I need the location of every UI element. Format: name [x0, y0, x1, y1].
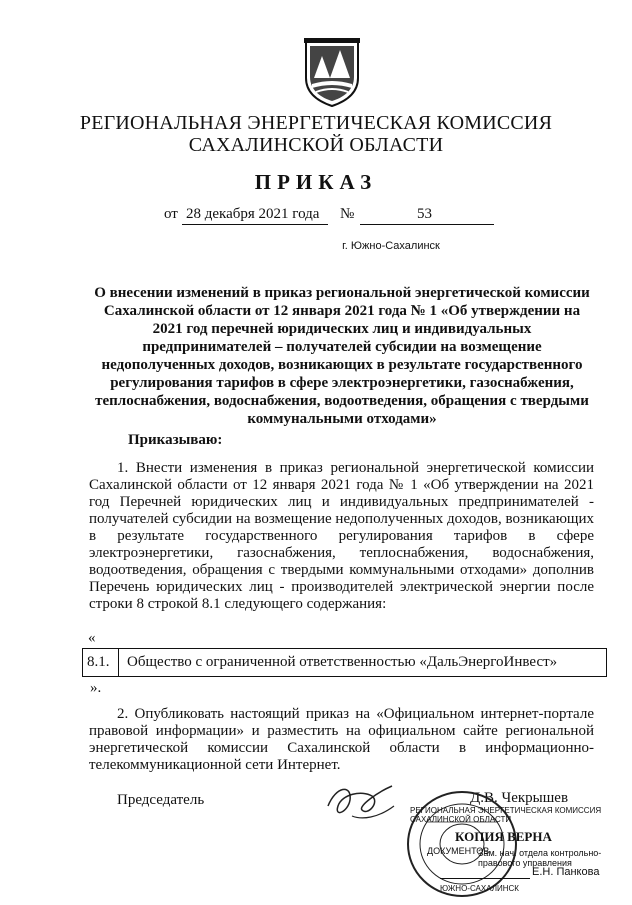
coat-of-arms-emblem — [300, 38, 364, 108]
city-name: г. Южно-Сахалинск — [342, 240, 440, 252]
org-line-1: РЕГИОНАЛЬНАЯ ЭНЕРГЕТИЧЕСКАЯ КОМИССИЯ — [79, 112, 553, 134]
paragraph-1: 1. Внести изменения в приказ региональной энергетической комиссии Сахалинской области от 12 января 2021 года № 1 «Об утверждении на 2021 год Перечней юридических лиц и индивидуальных предпринимателей - получателей субсидии на возмещение недополученных доходов, возникающих в результате государственного регулирования тарифов в сфере электроэнергетики, газоснабжения, теплоснабжения, водоснабжения, водоотведения, обращения с твердыми коммунальными отходами» дополнив Перечень юридических лиц - производителей электрической энергии после строки 8 строкой 8.1 следующего содержания: — [89, 460, 594, 612]
stamp-signer-underline — [440, 878, 530, 879]
number-label: № — [340, 206, 355, 222]
paragraph-2: 2. Опубликовать настоящий приказ на «Официальном интернет-портале правовой информации» и разместить на официальном сайте региональной энергетической комиссии Сахалинской области в информационно-телекоммуникационной сети Интернет. — [89, 706, 594, 773]
document-date: 28 декабря 2021 года — [186, 206, 320, 222]
date-underline — [182, 224, 328, 225]
copy-verified-label: КОПИЯ ВЕРНА — [455, 829, 552, 844]
order-word: Приказываю: — [128, 432, 223, 448]
quote-close: ». — [90, 680, 102, 696]
signatory-name: Д.В. Чекрышев — [470, 790, 569, 806]
organization-name — [0, 112, 632, 156]
stamp-department: Зам. нач. отдела контрольно-правового управления — [478, 848, 602, 868]
table-cell-number: 8.1. — [83, 649, 119, 676]
date-prefix: от — [164, 206, 178, 222]
table-cell-name: Общество с ограниченной ответственностью «ДальЭнергоИнвест» — [127, 654, 558, 670]
stamp-ring-text: РЕГИОНАЛЬНАЯ ЭНЕРГЕТИЧЕСКАЯ КОМИССИЯ САХАЛИНСКОЙ ОБЛАСТИ — [410, 806, 602, 824]
number-underline — [360, 224, 494, 225]
table-row — [82, 648, 607, 677]
stamp-docs-label: ДОКУМЕНТОВ — [427, 846, 490, 856]
handwritten-signature — [322, 776, 402, 832]
stamp-signer-name: Е.Н. Панкова — [532, 866, 600, 878]
signatory-title: Председатель — [117, 792, 205, 808]
document-type-title: ПРИКАЗ — [254, 170, 378, 194]
document-number: 53 — [417, 206, 432, 222]
org-line-2: САХАЛИНСКОЙ ОБЛАСТИ — [188, 134, 444, 156]
stamp-city-text: ЮЖНО-САХАЛИНСК — [440, 884, 519, 893]
document-heading: О внесении изменений в приказ региональной энергетической комиссии Сахалинской области от 12 января 2021 года № 1 «Об утверждении на 2021 год перечней юридических лиц и индивидуальных предпринимателей – получателей субсидии на возмещение недополученных доходов, возникающих в результате государственного регулирования тарифов в сфере электроэнергетики, газоснабжения, теплоснабжения, водоснабжения, водоотведения, обращения с твердыми коммунальными отходами» — [94, 285, 590, 427]
quote-open: « — [88, 630, 96, 646]
